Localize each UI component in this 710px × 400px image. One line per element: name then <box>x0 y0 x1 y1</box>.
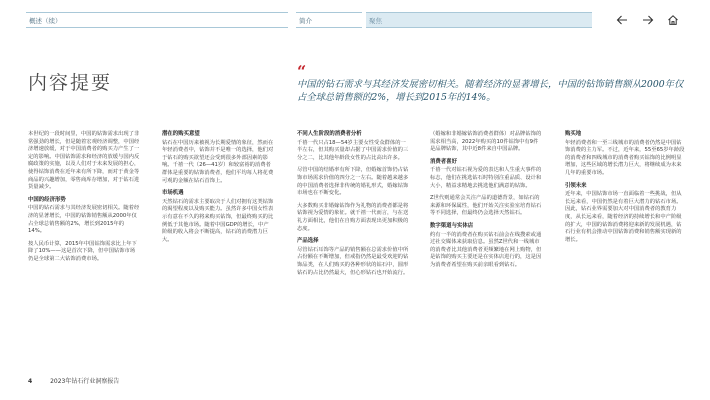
text-column-1 <box>28 131 140 269</box>
home-button[interactable] <box>663 11 683 29</box>
text-column-3 <box>297 131 409 282</box>
section-heading: 购买地 <box>565 131 582 137</box>
paragraph: 尽管中国的结婚率有所下降，但婚嫁首饰仍占钻饰市场需求价值的四分之一左右。随着越来越多的中国消费者选择非传统的婚礼形式，婚嫁钻饰市场也在不断变化。 <box>297 167 409 197</box>
nav-tab-intro-label: 简介 <box>299 16 312 25</box>
paragraph: 约有一半的消费者在购买钻石前会在线搜索或通过社交媒体来获取信息。虽然Z世代和一线城市的消费者比其他消费者更频繁地在网上购物，但是钻饰的购买主要还是在实体店进行的，这是因为消费者希望在购买前亲眼看到钻石。 <box>430 231 542 268</box>
page-footer <box>28 376 119 385</box>
nav-tab-intro[interactable] <box>296 12 362 28</box>
paragraph: 按人民币计算，2015年中国钻饰需求比上年下降了10%——这是首次下降，但中国钻饰市场仍是全球第二大钻饰消费市场。 <box>28 240 137 262</box>
top-navigation <box>0 0 710 40</box>
text-column-4 <box>430 131 542 275</box>
text-column-5 <box>565 131 685 249</box>
paragraph: 钻石在中国历来被视为长期爱情的象征，然而在年轻消费者中，钻饰并不是唯一的选择，他们对于钻石的购买欲望还会受到很多外部因素的影响。千禧一代（26—41岁）和较富裕的消费者群体是重要的钻饰消费者，他们平均每人将花费可观的金额在钻石首饰上。 <box>162 139 274 184</box>
paragraph: 千禧一代只占18—54岁主要女性受众群体的一半左右，但其购买量却占据了中国需求价值的三分之二，比其他年龄段女性的占比高出许多。 <box>297 139 409 161</box>
section-heading: 不同人生阶段的消费者分析 <box>297 131 362 137</box>
paragraph: （婚嫁和非婚嫁钻饰消费者群体）对品牌钻饰的需求相当高，2022年购买的10件钻饰中有9件是品牌钻饰，其中近8件来自中国品牌。 <box>430 131 542 153</box>
paragraph: 本世纪的一段时间里，中国的钻饰需求出现了非常强劲的增长，但是随着宏观经济调整，中国经济增速放缓，对于中国消费者的购买力产生了一定的影响。中国钻饰需求和经济的放缓与国内反腐政策的实施，以及人们对于未来发展的担心，使得钻饰消费在近年来有所下降，而对于黄金等商品的兴趣增加，零售商库存增加，对于钻石进货量减少。 <box>28 131 140 191</box>
paragraph: 大多数购买非婚嫁钻饰作为礼物的消费者都是将钻饰视为爱情的象征。就千禧一代而言，与在送礼方面相比，他们在自购方面表现出更加积极的态度。 <box>297 202 409 232</box>
text-column-2 <box>162 131 274 249</box>
section-heading: 潜在的购买意望 <box>162 131 200 137</box>
paragraph: 天然钻石的需求主要取决于人们对拥有这类钻饰的渴望程度以及购买能力。虽然许多中国女性表示有意在不久的将来购买钻饰，但最终购买的比例低于其他市场。随着中国GDP的增长，中产阶级的收入将会不断提高，钻石的消费潜力巨大。 <box>162 198 274 243</box>
section-heading: 引领未来 <box>565 182 587 189</box>
report-title: 2023年钻石行业洞察报告 <box>50 378 120 385</box>
section-heading: 市场机遇 <box>162 190 184 197</box>
paragraph: 年轻消费者和一至三线城市的消费者仍然是中国钻饰消费的主力军。不过，近年来，55至65岁年龄段的消费者和四线城市的消费者购买钻饰的比例明显增加，这些区域的增长潜力巨大，将继续成为未来几年的重要市场。 <box>565 139 685 176</box>
paragraph: 近年来，中国钻饰市场一直面临着一些挑战，但从长远来看，中国仍然是有着巨大潜力的钻石市场。因此，钻石业界需要加大对中国消费者的教育力度，从长远来看，随着经济的持续增长和中产阶级的扩大，中国的钻饰消费将迎来新的发展机遇，钻石行业有机会推动中国钻饰消费和销售额实现新的增长。 <box>565 191 682 243</box>
page-number: 4 <box>28 378 33 385</box>
previous-page-button[interactable] <box>612 11 632 29</box>
pull-quote: 中国的钻石需求与其经济发展密切相关。随着经济的显著增长，中国的钻饰销售额从2000年仅占全球总销售额的2%，增长到2015年的14%。 <box>297 79 684 103</box>
arrow-right-icon <box>642 14 654 26</box>
section-heading: 中国的经济形势 <box>28 196 66 203</box>
section-heading: 数字渠道与实体店 <box>430 222 474 229</box>
nav-tab-focus[interactable] <box>366 12 592 28</box>
paragraph: 中国的钻石需求与其经济发展密切相关。随着经济的显著增长，中国的钻饰销售额从2000年仅占全球总销售额的2%，增长到2015年的14%。 <box>28 205 140 235</box>
quote-mark: “ <box>297 62 307 81</box>
section-heading: 产品选择 <box>297 238 319 245</box>
page-title: 内容提要 <box>28 72 113 94</box>
paragraph: Z世代则通常会关注产品的道德背景，如钻石的来源和环保属性，他们开始关注实验室培育钻石等不同选择，但最终仍会选择天然钻石。 <box>430 195 542 217</box>
arrow-left-icon <box>616 14 628 26</box>
nav-section-overview[interactable] <box>26 12 288 28</box>
home-icon <box>667 14 679 26</box>
next-page-button[interactable] <box>638 11 658 29</box>
section-heading: 消费者喜好 <box>430 158 457 165</box>
paragraph: 尽管钻石耳饰等产品的销售额在总需求价值中所占份额在不断增加，但戒指仍然是最受欢迎的钻饰品类，在人们购买的各种形状的钻石中，圆形钻石的占比仍然最大，但心形钻石也开始流行。 <box>297 246 409 276</box>
nav-tab-focus-label: 聚焦 <box>369 16 382 25</box>
nav-section-label: 概述（续） <box>29 16 62 25</box>
paragraph: 千禧一代对钻石视为爱的表达和人生重大事件的标志，他们在挑选钻石时特别注重品质、设计和大小，精益求精地去挑选他们满意的钻饰。 <box>430 167 542 189</box>
